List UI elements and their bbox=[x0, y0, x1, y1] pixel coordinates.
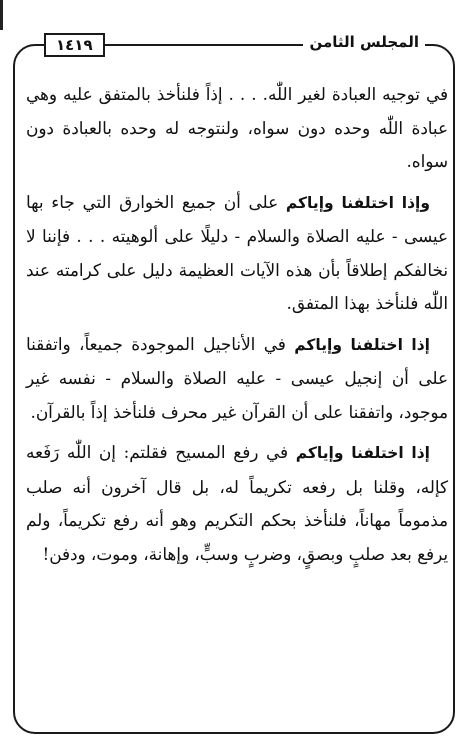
paragraph-1 bbox=[26, 78, 448, 179]
margin-mark bbox=[0, 0, 3, 30]
chapter-title: المجلس الثامن bbox=[303, 33, 425, 51]
body-text bbox=[26, 78, 448, 571]
paragraph-4 bbox=[26, 436, 448, 571]
paragraph-3 bbox=[26, 328, 448, 430]
paragraph-text: على أن جميع الخوارق التي جاء بها عيسى - عليه الصلاة والسلام - دليلًا على ألوهيته . . . فإننا لا نخالفكم إطلاقاً بأن هذه الآيات العظيمة دليل على كرامته عند اللّٰه فلنأخذ بهذا المتفق. bbox=[26, 191, 448, 313]
paragraph-text: في رفع المسيح فقلتم: إن اللّٰه رَفَعه كإله، وقلنا بل رفعه تكريماً له، بل قال آخرون أنه صلب مذموماً مهاناً، فلنأخذ بحكم التكريم وهو أنه رفع تكريماً، ولم يرفع بعد صلبٍ وبصقٍ، وضربٍ وسبٍّ، وإهانة، وموت، ودفن! bbox=[26, 442, 448, 564]
paragraph-2 bbox=[26, 186, 448, 321]
paragraph-lead: إذا اختلفنا وإياكم bbox=[294, 335, 430, 354]
paragraph-lead: إذا اختلفنا وإياكم bbox=[295, 444, 430, 462]
paragraph-text: في توجيه العبادة لغير اللّٰه. . . . إذاً فلنأخذ بالمتفق عليه وهي عبادة اللّٰه وحده دون سواه، ولنتوجه له وحده بالعبادة دون سواه. bbox=[26, 84, 448, 171]
paragraph-lead: وإذا اختلفنا وإياكم bbox=[285, 193, 430, 212]
paragraph-text: في الأناجيل الموجودة جميعاً، واتفقنا على أن إنجيل عيسى - عليه الصلاة والسلام - نفسه غير موجود، واتفقنا على أن القرآن غير محرف فلنأخذ إذاً بالقرآن. bbox=[26, 333, 448, 422]
page-number: ١٤١٩ bbox=[44, 33, 105, 57]
